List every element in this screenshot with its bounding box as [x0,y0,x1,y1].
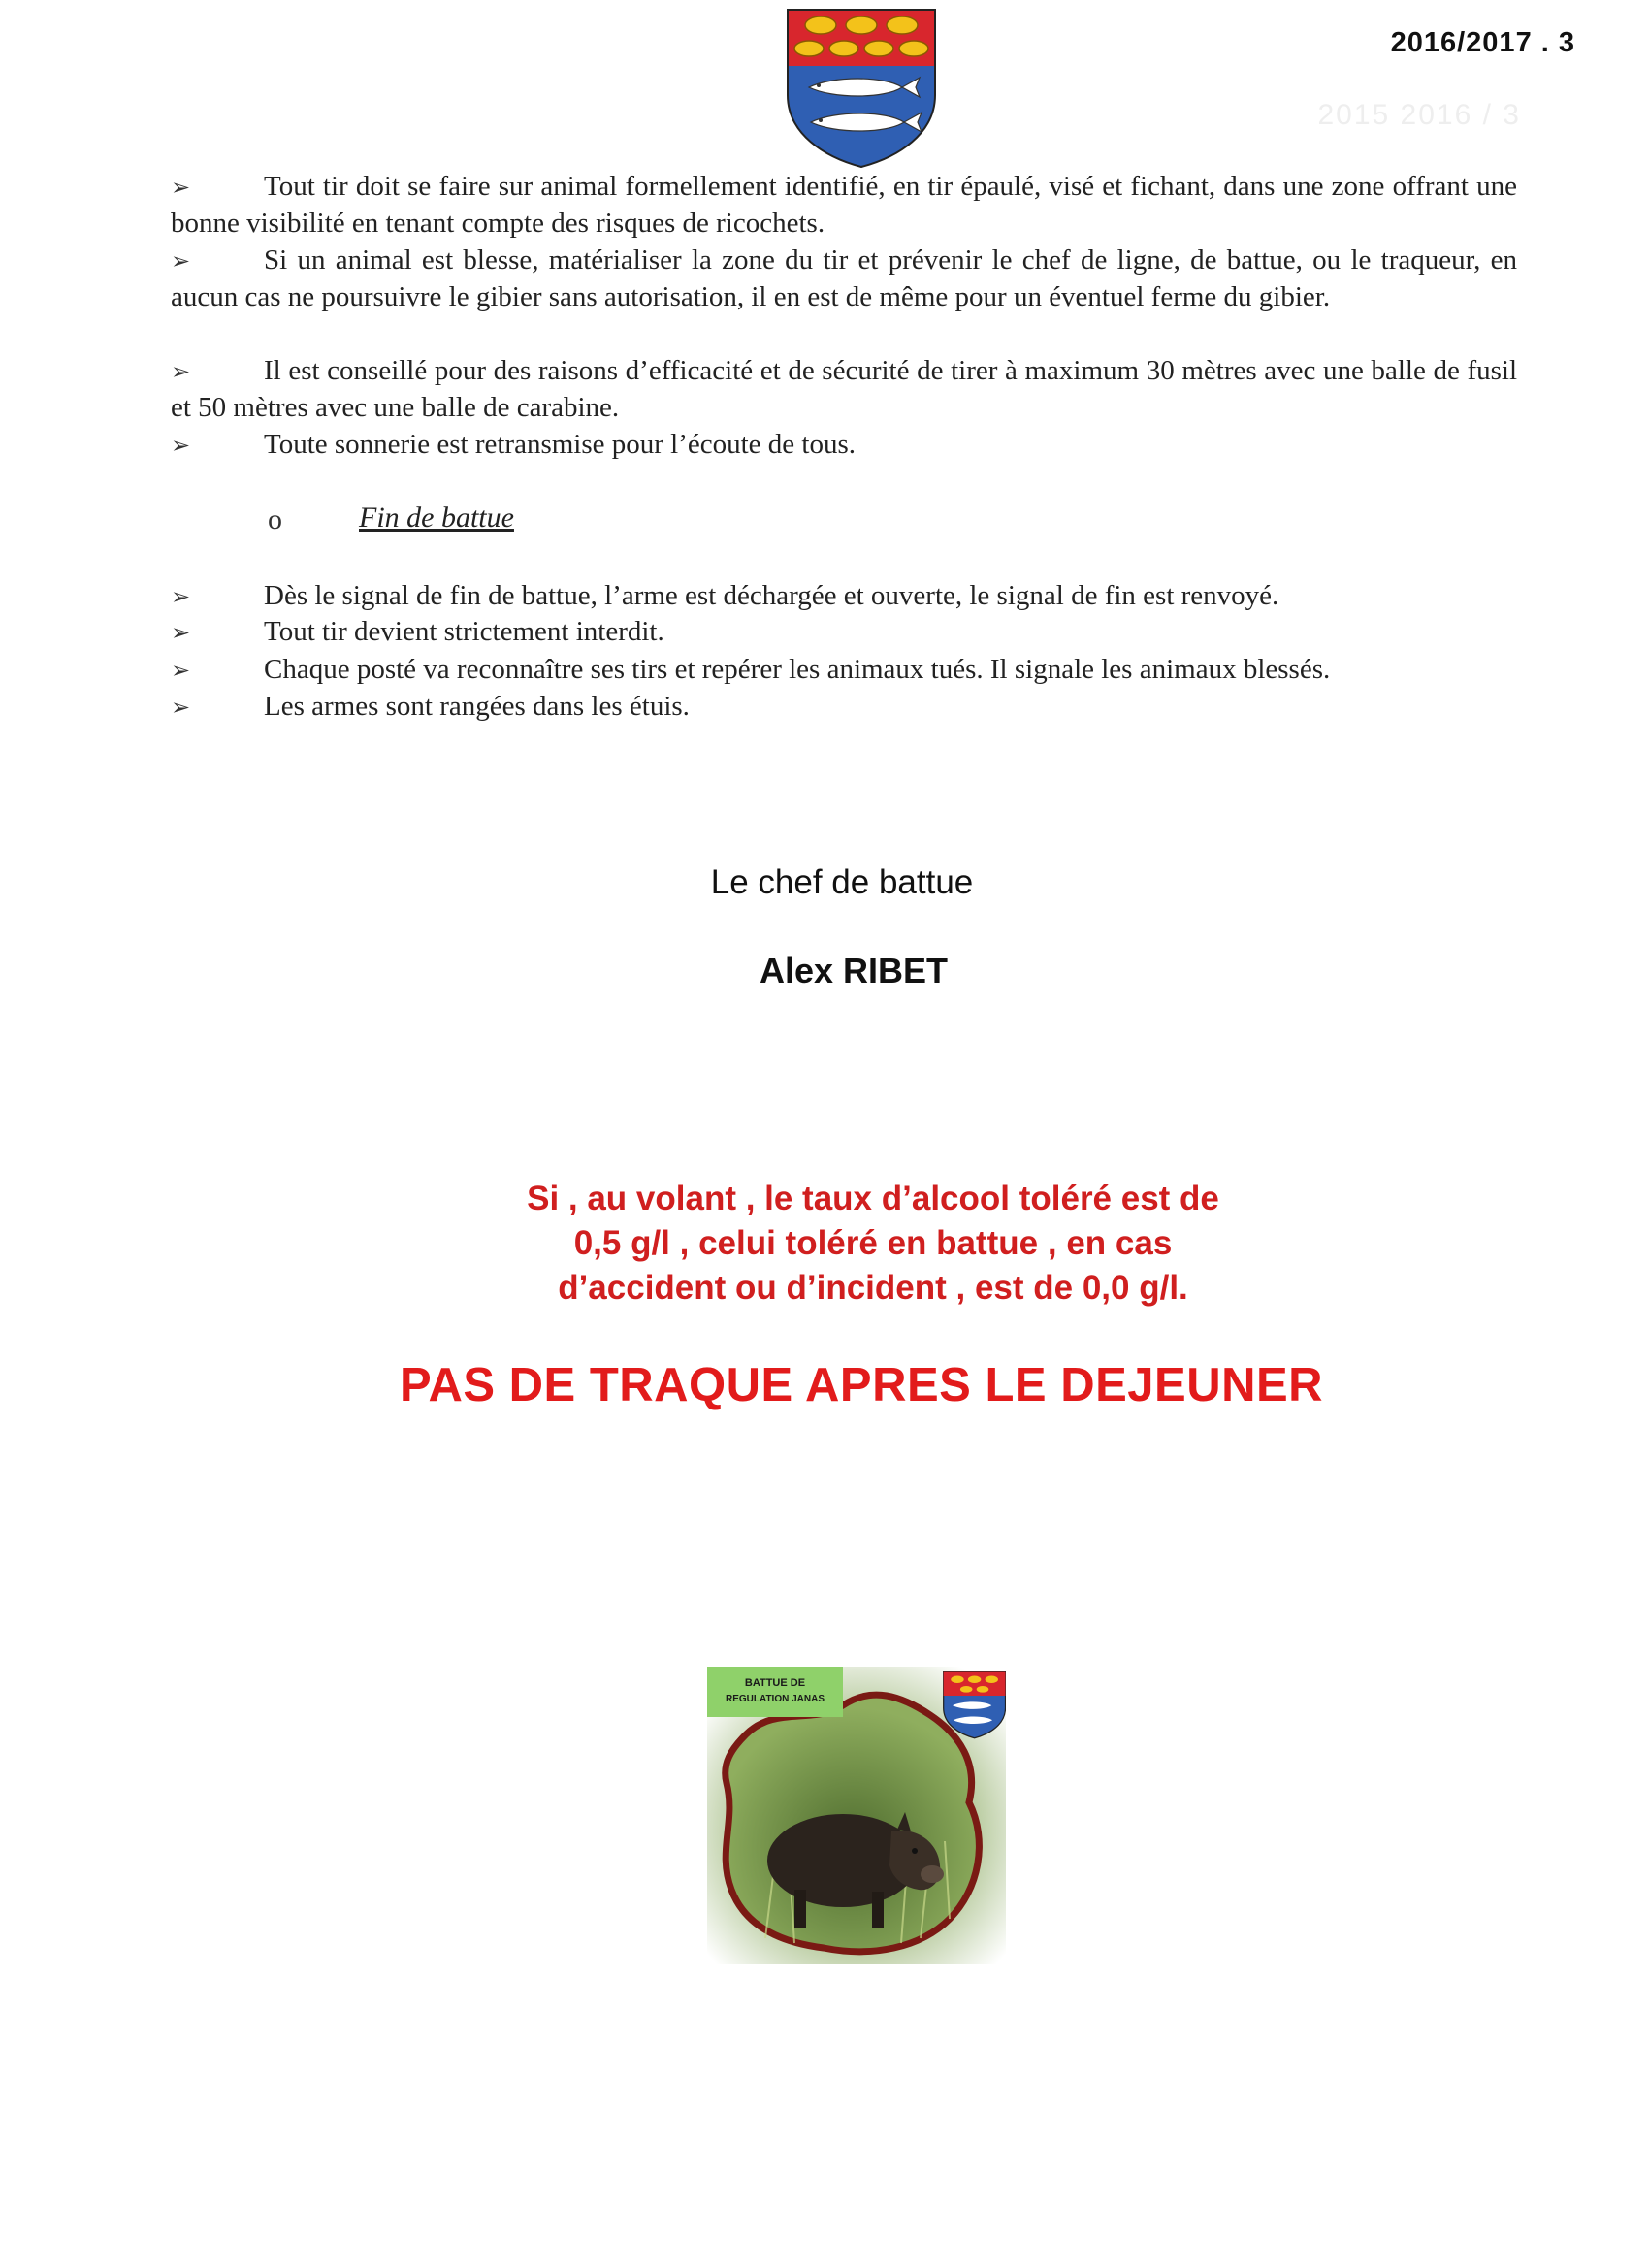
arrow-bullet-icon: ➢ [171,694,191,721]
end-rule-item [171,614,664,651]
section-title: Fin de battue [359,502,514,534]
rule-text: Si un animal est blesse, matérialiser la zone du tir et prévenir le chef de ligne, de battue, ou le traqueur, en aucun cas ne poursuivre le gibier sans autorisation, il en est de même pour un éventuel ferme du gibier. [171,244,1517,312]
page-reference: 2016/2017 . 3 [1390,27,1575,58]
alcohol-warning [388,1177,1358,1311]
rule-paragraph [171,243,1517,315]
end-rule-text: Les armes sont rangées dans les étuis. [264,691,690,722]
arrow-bullet-icon: ➢ [171,247,191,275]
rule-text: Toute sonnerie est retransmise pour l’écoute de tous. [264,429,857,460]
no-drive-after-lunch-banner: PAS DE TRAQUE APRES LE DEJEUNER [399,1359,1324,1411]
end-rule-text: Tout tir devient strictement interdit. [264,616,664,647]
wild-boar-photo-icon [707,1667,1006,1964]
warning-line: d’accident ou d’incident , est de 0,0 g/l. [558,1269,1188,1307]
warning-line: Si , au volant , le taux d’alcool toléré est de [527,1180,1219,1217]
arrow-bullet-icon: ➢ [171,583,191,610]
arrow-bullet-icon: ➢ [171,657,191,684]
end-rule-text: Dès le signal de fin de battue, l’arme est déchargée et ouverte, le signal de fin est renvoyé. [264,580,1279,611]
municipal-coat-of-arms-icon [784,6,939,169]
signature-role: Le chef de battue [710,863,974,901]
rule-paragraph [171,169,1517,242]
show-through-ghost-text: 2015 2016 / 3 [1317,99,1521,131]
circle-bullet-icon: o [268,503,282,535]
end-rule-item [171,652,1330,689]
rule-paragraph [171,427,1517,464]
rule-paragraph [171,353,1517,426]
end-rule-item [171,578,1278,615]
arrow-bullet-icon: ➢ [171,619,191,646]
arrow-bullet-icon: ➢ [171,432,191,459]
warning-line: 0,5 g/l , celui toléré en battue , en cas [573,1224,1173,1262]
end-rule-text: Chaque posté va reconnaître ses tirs et repérer les animaux tués. Il signale les animaux blessés. [264,654,1331,685]
rule-text: Il est conseillé pour des raisons d’efficacité et de sécurité de tirer à maximum 30 mètres avec une balle de fusil et 50 mètres avec une balle de carabine. [171,355,1517,423]
end-rule-item [171,689,690,726]
signature-name: Alex RIBET [759,951,949,990]
arrow-bullet-icon: ➢ [171,174,191,201]
arrow-bullet-icon: ➢ [171,358,191,385]
badge-label-line2: REGULATION JANAS [725,1694,825,1704]
rule-text: Tout tir doit se faire sur animal formellement identifié, en tir épaulé, visé et fichant, dans une zone offrant une bonne visibilité en tenant compte des risques de ricochets. [171,171,1517,239]
badge-label-line1: BATTUE DE [744,1677,806,1689]
